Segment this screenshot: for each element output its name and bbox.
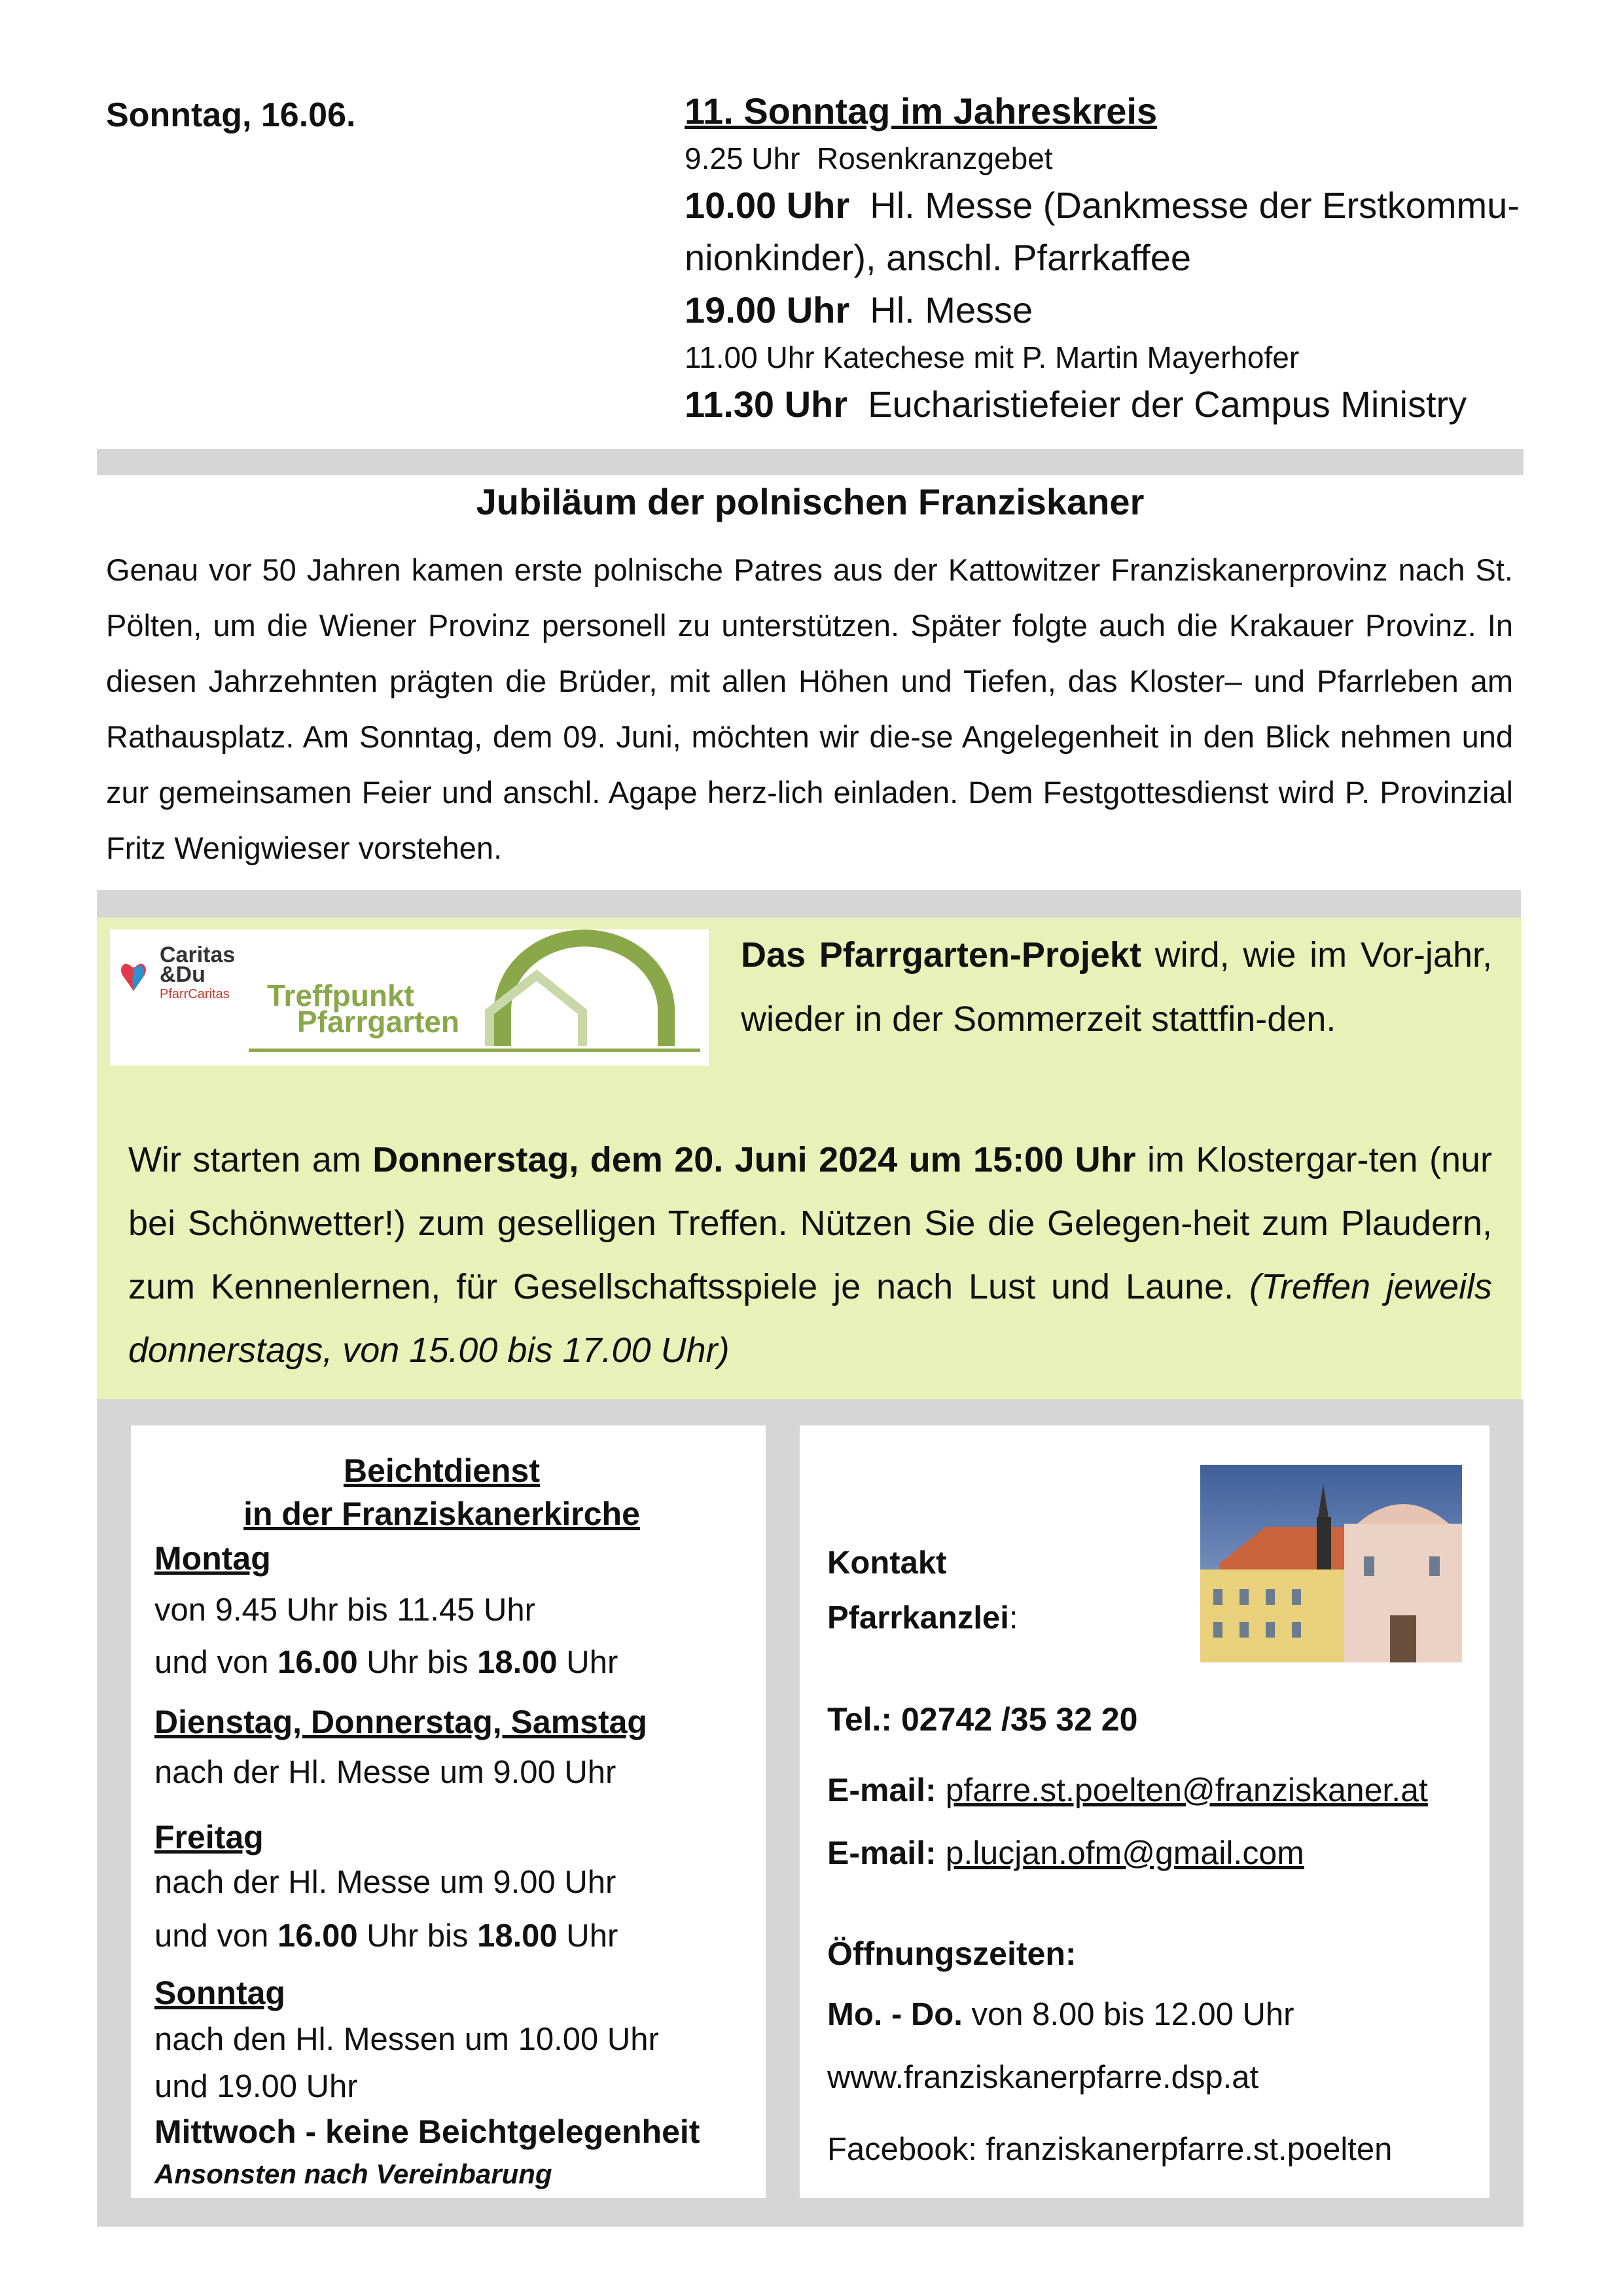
email-row-2: E-mail: p.lucjan.ofm@gmail.com: [827, 1835, 1304, 1871]
beicht-sunday-l1: nach den Hl. Messen um 10.00 Uhr: [154, 2022, 659, 2057]
beicht-monday: Montag: [154, 1540, 271, 1577]
pfarrgarten-text: Wir starten am Donnerstag, dem 20. Juni 2024 um 15:00 Uhr im Klostergar-ten (nur bei Schönwetter!) zum geselligen Treffen. Nützen Sie die Gelegen-heit zum Plaudern, zum Kennenlernen, für Gesellschaftsspiele je nach Lust und Laune. (Treffen jeweils donnerstags, von 15.00 bis 17.00 Uhr): [128, 1140, 1492, 1370]
pfarrgarten-intro: Das Pfarrgarten-Projekt wird, wie im Vor-jahr, wieder in der Sommerzeit stattfin-den.: [741, 935, 1492, 1039]
divider-bar: [97, 449, 1524, 475]
schedule-title: 11. Sonntag im Jahreskreis: [685, 90, 1158, 132]
beicht-sunday-l2: und 19.00 Uhr: [154, 2069, 358, 2104]
kontakt-label: Kontakt: [827, 1545, 947, 1581]
pfarrkanzlei-label: Pfarrkanzlei:: [827, 1600, 1018, 1636]
email-link-2[interactable]: p.lucjan.ofm@gmail.com: [945, 1835, 1304, 1871]
beicht-dds: Dienstag, Donnerstag, Samstag: [154, 1704, 647, 1740]
email-link-1[interactable]: pfarre.st.poelten@franziskaner.at: [945, 1772, 1428, 1808]
schedule-entry-3: 19.00 Uhr Hl. Messe: [685, 289, 1033, 331]
jubilaeum-title: Jubiläum der polnischen Franziskaner: [476, 481, 1145, 522]
beicht-sunday: Sonntag: [154, 1975, 285, 2011]
facebook-link[interactable]: Facebook: franziskanerpfarre.st.poelten: [827, 2132, 1393, 2167]
beicht-monday-l2: und von 16.00 Uhr bis 18.00 Uhr: [154, 1645, 618, 1680]
logo-line2: Pfarrgarten: [297, 1005, 459, 1039]
church-photo: [1200, 1465, 1462, 1662]
beicht-friday-l1: nach der Hl. Messe um 9.00 Uhr: [154, 1865, 616, 1900]
logo-caritas-text: Caritas: [160, 942, 236, 967]
schedule-date: Sonntag, 16.06.: [106, 96, 356, 134]
beicht-friday-l2: und von 16.00 Uhr bis 18.00 Uhr: [154, 1918, 618, 1954]
email-row-1: E-mail: pfarre.st.poelten@franziskaner.at: [827, 1772, 1428, 1808]
beicht-dds-l1: nach der Hl. Messe um 9.00 Uhr: [154, 1755, 616, 1790]
website-link[interactable]: www.franziskanerpfarre.dsp.at: [827, 2060, 1259, 2095]
beicht-title-2: in der Franziskanerkirche: [243, 1496, 640, 1532]
beicht-title-1: Beichtdienst: [343, 1452, 541, 1489]
schedule-block: [685, 85, 1601, 431]
telephone: Tel.: 02742 /35 32 20: [827, 1701, 1138, 1738]
schedule-entry-1: 9.25 Uhr Rosenkranzgebet: [685, 141, 1053, 175]
logo-line1: Treffpunkt: [267, 978, 414, 1013]
schedule-entry-2: 10.00 Uhr Hl. Messe (Dankmesse der Erstkommu-nionkinder), anschl. Pfarrkaffee: [685, 185, 1520, 278]
beicht-other: Ansonsten nach Vereinbarung: [154, 2159, 552, 2189]
schedule-entry-4: 11.00 Uhr Katechese mit P. Martin Mayerhofer: [685, 340, 1300, 374]
schedule-entry-5: 11.30 Uhr Eucharistiefeier der Campus Ministry: [685, 384, 1467, 425]
logo-pfarrcaritas-text: PfarrCaritas: [160, 987, 230, 1001]
opening-hours-title: Öffnungszeiten:: [827, 1935, 1077, 1972]
opening-hours: Mo. - Do. von 8.00 bis 12.00 Uhr: [827, 1997, 1294, 2032]
jubilaeum-text: Genau vor 50 Jahren kamen erste polnische Patres aus der Kattowitzer Franziskanerprovinz nach St. Pölten, um die Wiener Provinz personell zu unterstützen. Später folgte auch die Krakauer Provinz. In diesen Jahrzehnten prägten die Brüder, mit allen Höhen und Tiefen, das Kloster– und Pfarrleben am Rathausplatz. Am Sonntag, dem 09. Juni, möchten wir die-se Angelegenheit in den Blick nehmen und zur gemeinsamen Feier und anschl. Agape herz-lich einladen. Dem Festgottesdienst wird P. Provinzial Fritz Wenigwieser vorstehen.: [106, 552, 1513, 865]
logo-du-text: &Du: [160, 962, 205, 987]
church-building-icon: [1200, 1465, 1462, 1662]
pfarrgarten-logo: [110, 929, 709, 1066]
beicht-monday-l1: von 9.45 Uhr bis 11.45 Uhr: [154, 1592, 535, 1628]
beicht-wednesday: Mittwoch - keine Beichtgelegenheit: [154, 2113, 700, 2150]
beicht-friday: Freitag: [154, 1819, 264, 1856]
